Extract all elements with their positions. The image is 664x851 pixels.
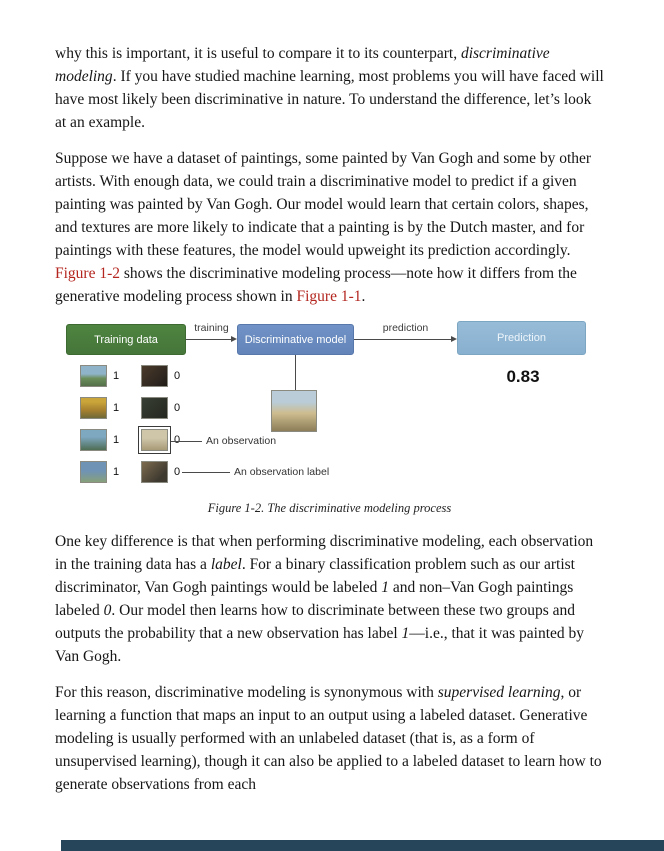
training-arrow [186, 339, 233, 340]
label-one: 1 [113, 402, 120, 414]
painting-thumbnail [141, 397, 168, 419]
observation-annotation-line [171, 441, 202, 442]
prediction-arrow [354, 339, 453, 340]
figure-1-1-link[interactable]: Figure 1-1 [296, 288, 362, 305]
paragraph-vangogh-example: Suppose we have a dataset of paintings, some painted by Van Gogh and some by other artists. With enough data, we could train a discriminative model to predict if a given painting was painted by Van Gogh. Our model would learn that certain colors, shapes, and textures are more likely to indicate that a painting is by the Dutch master, and for paintings with these features, the model would upweight its prediction accordingly. Figure 1-2 shows the discriminative modeling process—note how it differs from the generative modeling process shown in Figure 1-1. [55, 150, 592, 305]
paragraph-intro: why this is important, it is useful to compare it to its counterpart, discriminative modeling. If you have studied machine learning, most problems you will have faced will have most likely been discriminative in nature. To understand the difference, let’s look at an example. [55, 45, 604, 131]
training-row [80, 461, 188, 483]
discriminative-model-box: Discriminative model [237, 324, 354, 355]
training-row [80, 397, 188, 419]
painting-thumbnail [80, 397, 107, 419]
training-row [80, 429, 188, 451]
painting-thumbnail [80, 429, 107, 451]
painting-thumbnail [141, 461, 168, 483]
prediction-box: Prediction [457, 321, 586, 355]
figure-1-2-link[interactable]: Figure 1-2 [55, 265, 121, 282]
painting-thumbnail [80, 461, 107, 483]
painting-thumbnail [80, 365, 107, 387]
label-one: 1 [113, 370, 120, 382]
training-data-box: Training data [66, 324, 186, 355]
page-bottom-bar [61, 840, 664, 851]
label-one: 1 [113, 466, 120, 478]
label-zero: 0 [174, 466, 181, 478]
label-zero: 0 [174, 370, 181, 382]
observation-label-annotation: An observation label [234, 466, 330, 478]
label-zero: 0 [174, 402, 181, 414]
prediction-arrow-label: prediction [382, 322, 429, 334]
painting-thumbnail [141, 365, 168, 387]
training-arrow-label: training [194, 322, 229, 334]
observation-connector-line [295, 355, 296, 390]
paragraph-key-difference: One key difference is that when performing discriminative modeling, each observation in the training data has a label. For a binary classification problem such as our artist discriminator, Van Gogh paintings would be labeled 1 and non–Van Gogh paintings labeled 0. Our model then learns how to discriminate between these two groups and outputs the probability that a new observation has label 1—i.e., that it was painted by Van Gogh. [55, 533, 594, 665]
text-column [55, 42, 604, 809]
training-row [80, 365, 188, 387]
label-one: 1 [113, 434, 120, 446]
highlighted-observation-thumbnail [141, 429, 168, 451]
figure-caption: Figure 1-2. The discriminative modeling process [207, 501, 452, 515]
figure-1-2-diagram [55, 321, 604, 493]
prediction-value: 0.83 [506, 367, 540, 386]
paragraph-supervised-learning: For this reason, discriminative modeling is synonymous with supervised learning, or learning a function that maps an input to an output using a labeled dataset. Generative modeling is usually performed with an unlabeled dataset (that is, as a form of unsupervised learning), though it can also be applied to a labeled dataset to learn how to generate observations from each [55, 684, 602, 793]
observation-label-annotation-line [182, 472, 230, 473]
observation-annotation: An observation [206, 435, 277, 447]
label-zero: 0 [174, 434, 181, 446]
observation-painting-thumbnail [271, 390, 317, 432]
